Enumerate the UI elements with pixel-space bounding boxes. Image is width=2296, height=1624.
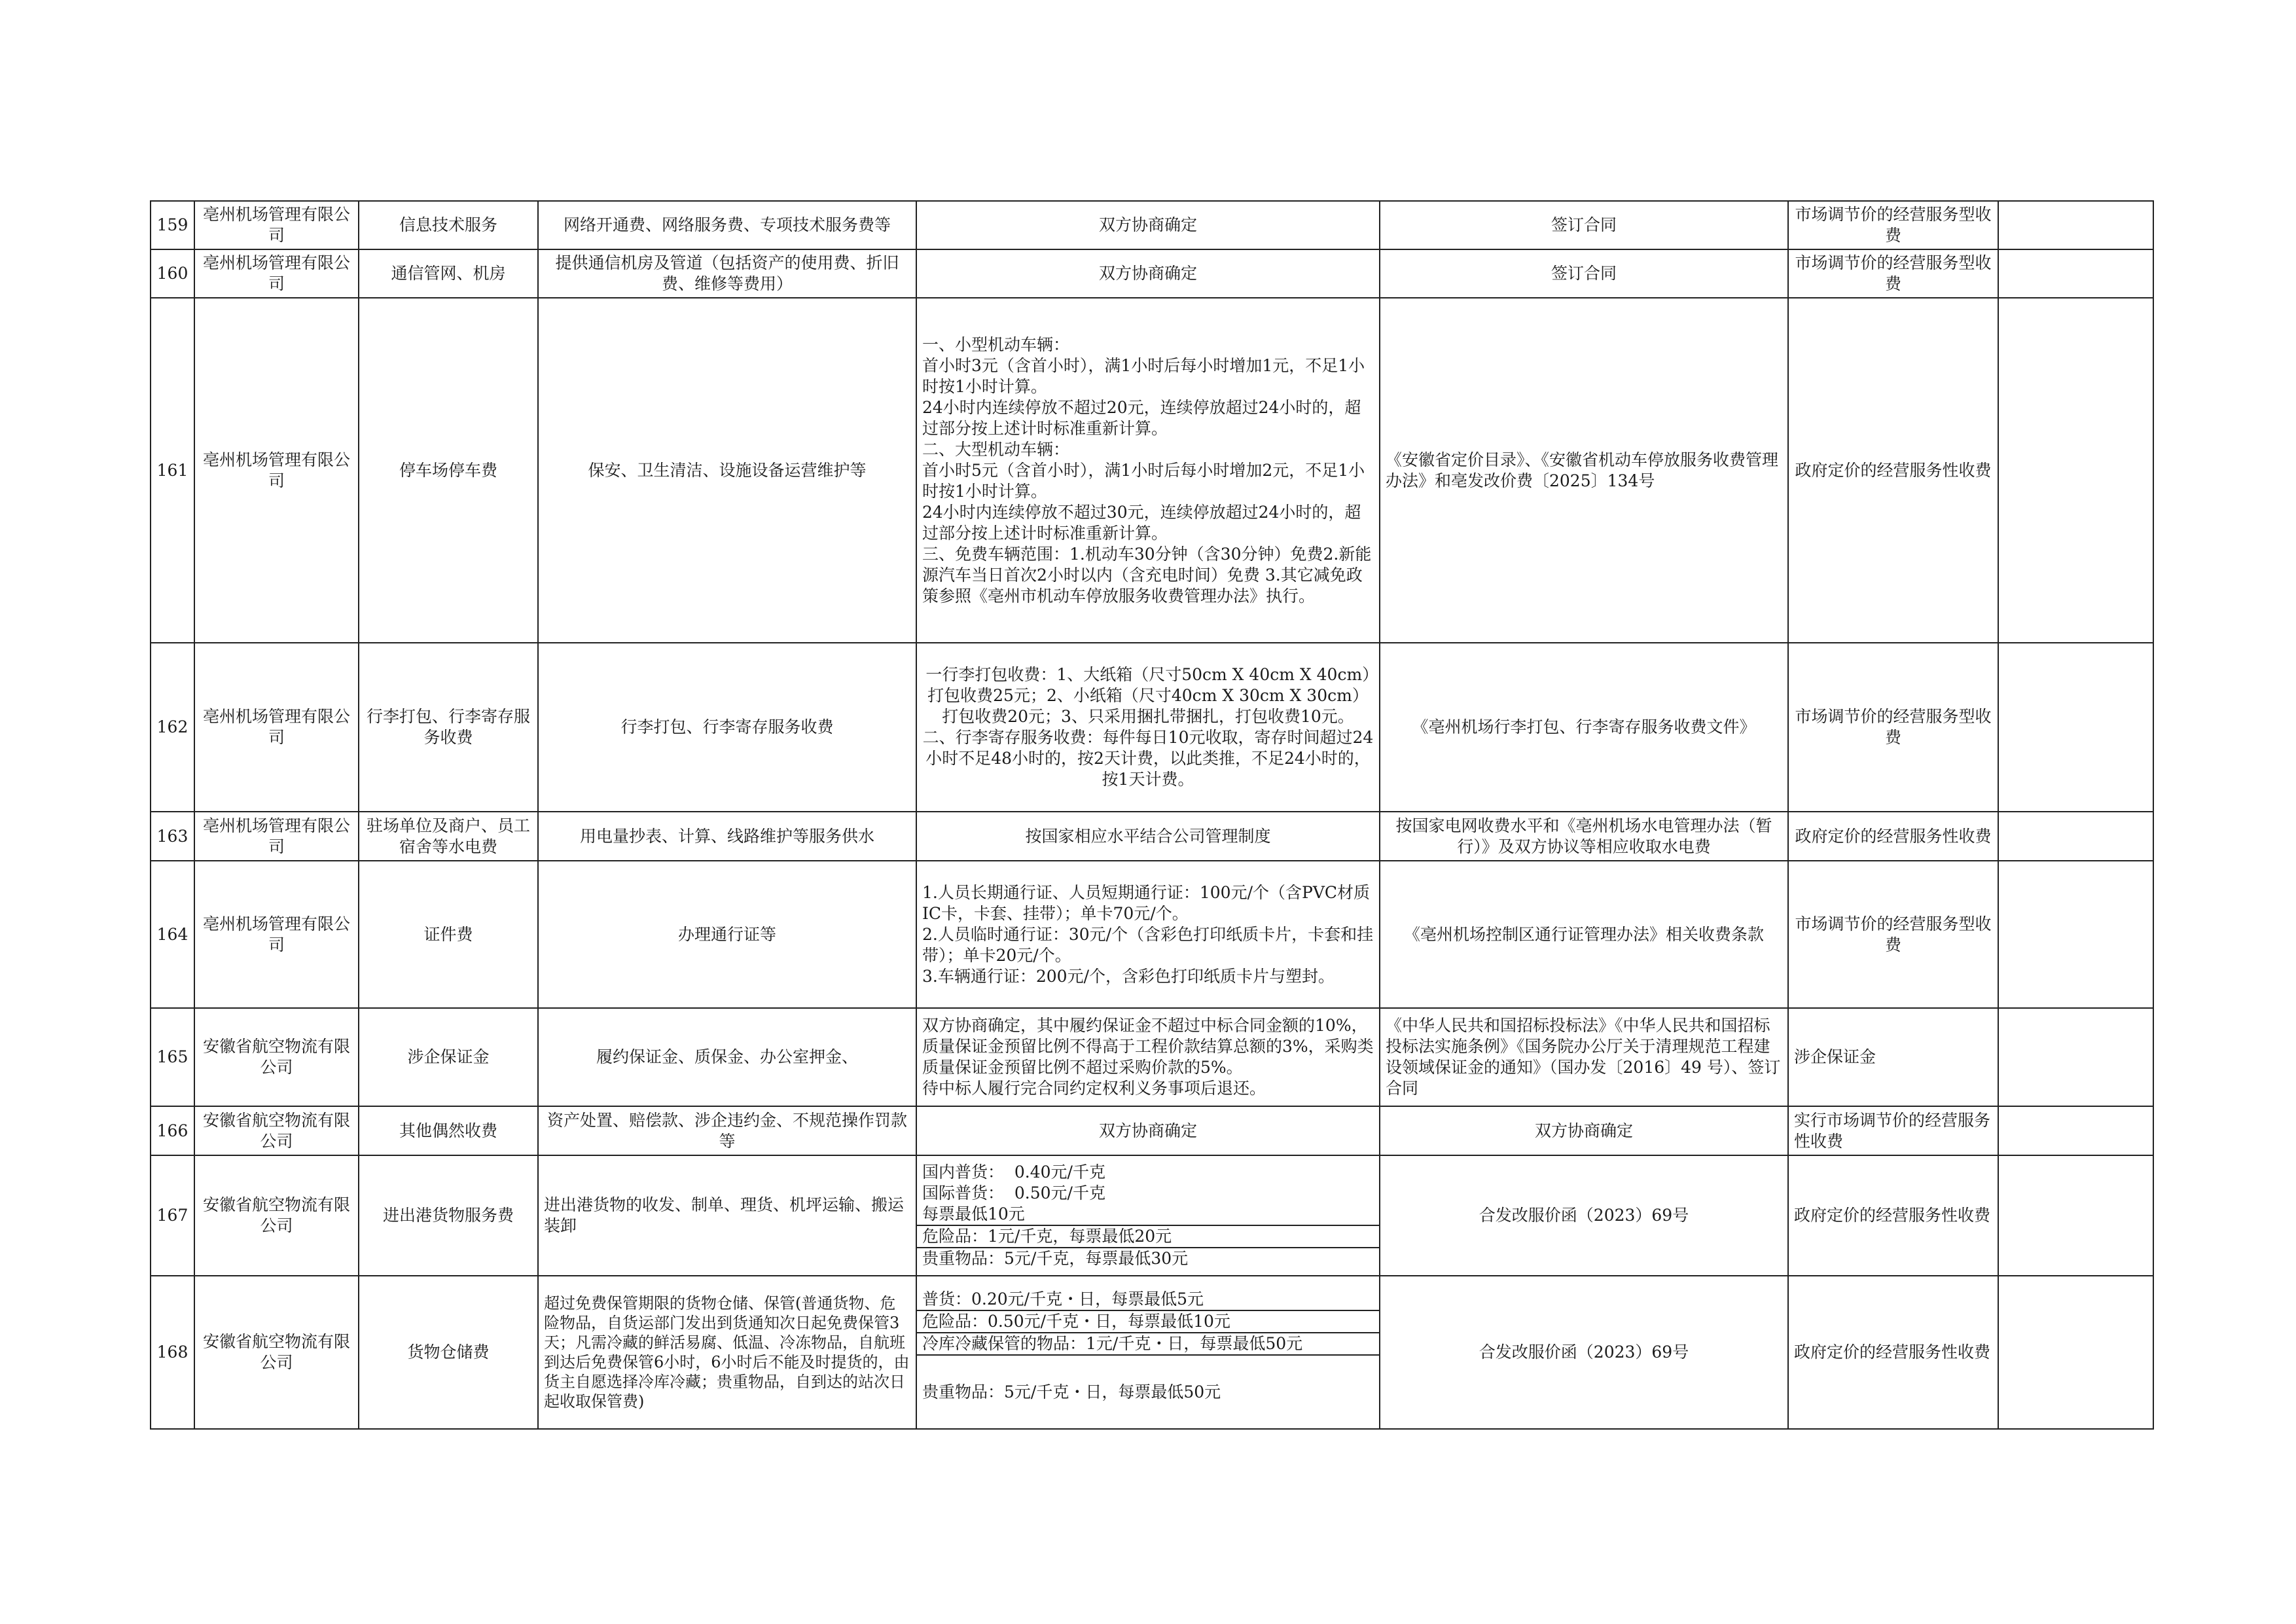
content-cell: 超过免费保管期限的货物仓储、保管(普通货物、危险物品，自货运部门发出到货通知次日起免费保管3天；凡需冷藏的鲜活易腐、低温、冷冻物品，自航班到达后免费保管6小时，6小时后不能及时提货的，由货主自愿选择冷库冷藏；贵重物品，自到达的站次日起收取保管费): [538, 1276, 916, 1429]
basis-cell: 合发改服价函（2023）69号: [1380, 1276, 1788, 1429]
table-row: [151, 1155, 2153, 1276]
company-cell: 安徽省航空物流有限公司: [194, 1106, 359, 1155]
basis-cell: 双方协商确定: [1380, 1106, 1788, 1155]
company-cell: 安徽省航空物流有限公司: [194, 1276, 359, 1429]
row-number: 162: [151, 643, 194, 812]
basis-cell: 签订合同: [1380, 249, 1788, 298]
company-cell: 亳州机场管理有限公司: [194, 812, 359, 861]
item-cell: 涉企保证金: [359, 1008, 538, 1106]
type-cell: 市场调节价的经营服务型收费: [1788, 861, 1998, 1008]
type-cell: 市场调节价的经营服务型收费: [1788, 249, 1998, 298]
company-cell: 亳州机场管理有限公司: [194, 249, 359, 298]
standard-line: 双方协商确定: [1098, 1121, 1197, 1140]
table-row: [151, 1276, 2153, 1429]
item-cell: 通信管网、机房: [359, 249, 538, 298]
table-row: [151, 201, 2153, 249]
type-cell: 实行市场调节价的经营服务性收费: [1788, 1106, 1998, 1155]
standard-line: 双方协商确定: [1098, 215, 1197, 234]
content-cell: 办理通行证等: [538, 861, 916, 1008]
basis-cell: 《亳州机场行李打包、行李寄存服务收费文件》: [1380, 643, 1788, 812]
table-row: [151, 1106, 2153, 1155]
standard-line: 二、大型机动车辆：: [922, 439, 1070, 459]
standard-subrow: 危险品：1元/千克，每票最低20元: [917, 1226, 1379, 1248]
item-cell: 证件费: [359, 861, 538, 1008]
note-cell: [1998, 201, 2153, 249]
standard-cell: [916, 298, 1380, 643]
standard-subrow: 贵重物品：5元/千克・日，每票最低50元: [922, 1382, 1221, 1401]
row-number: 166: [151, 1106, 194, 1155]
basis-cell: 按国家电网收费水平和《亳州机场水电管理办法（暂行）》及双方协议等相应收取水电费: [1380, 812, 1788, 861]
standard-cell: [916, 861, 1380, 1008]
type-cell: 市场调节价的经营服务型收费: [1788, 201, 1998, 249]
company-cell: 安徽省航空物流有限公司: [194, 1008, 359, 1106]
content-cell: 用电量抄表、计算、线路维护等服务供水: [538, 812, 916, 861]
standard-line: 2.人员临时通行证：30元/个（含彩色打印纸质卡片，卡套和挂带）；单卡20元/个。: [922, 924, 1374, 965]
row-number: 163: [151, 812, 194, 861]
basis-cell: 签订合同: [1380, 201, 1788, 249]
note-cell: [1998, 643, 2153, 812]
note-cell: [1998, 1276, 2153, 1429]
standard-subrow: 普货：0.20元/千克・日，每票最低5元: [917, 1289, 1379, 1311]
item-cell: 行李打包、行李寄存服务收费: [359, 643, 538, 812]
standard-cell: [916, 1008, 1380, 1106]
standard-cell: [916, 1106, 1380, 1155]
item-cell: 货物仓储费: [359, 1276, 538, 1429]
standard-line: 首小时5元（含首小时），满1小时后每小时增加2元，不足1小时按1小时计算。: [922, 460, 1365, 501]
content-cell: 进出港货物的收发、制单、理货、机坪运输、搬运装卸: [538, 1155, 916, 1276]
company-cell: 亳州机场管理有限公司: [194, 201, 359, 249]
row-number: 159: [151, 201, 194, 249]
standard-line: 24小时内连续停放不超过30元，连续停放超过24小时的，超过部分按上述计时标准重新计算。: [922, 502, 1361, 543]
standard-cell: [916, 1155, 1380, 1276]
table-row: [151, 643, 2153, 812]
row-number: 167: [151, 1155, 194, 1276]
content-cell: 保安、卫生清洁、设施设备运营维护等: [538, 298, 916, 643]
content-cell: 资产处置、赔偿款、涉企违约金、不规范操作罚款等: [538, 1106, 916, 1155]
standard-cell: [916, 249, 1380, 298]
basis-cell: 《安徽省定价目录》、《安徽省机动车停放服务收费管理办法》和亳发改价费〔2025〕134号: [1380, 298, 1788, 643]
note-cell: [1998, 861, 2153, 1008]
standard-line: 3.车辆通行证：200元/个，含彩色打印纸质卡片与塑封。: [922, 966, 1335, 986]
standard-line: 双方协商确定: [1098, 264, 1197, 283]
table-row: [151, 298, 2153, 643]
item-cell: 驻场单位及商户、员工宿舍等水电费: [359, 812, 538, 861]
content-cell: 提供通信机房及管道（包括资产的使用费、折旧费、维修等费用）: [538, 249, 916, 298]
standard-line: 一行李打包收费：1、大纸箱（尺寸50cm X 40cm X 40cm）打包收费25元；2、小纸箱（尺寸40cm X 30cm X 30cm）打包收费20元；3、只采用捆扎带捆扎，打包收费10元。: [925, 665, 1371, 726]
note-cell: [1998, 298, 2153, 643]
note-cell: [1998, 812, 2153, 861]
basis-cell: 《中华人民共和国招标投标法》《中华人民共和国招标投标法实施条例》《国务院办公厅关于清理规范工程建设领域保证金的通知》（国办发〔2016〕49 号）、签订合同: [1380, 1008, 1788, 1106]
type-cell: 政府定价的经营服务性收费: [1788, 812, 1998, 861]
row-number: 165: [151, 1008, 194, 1106]
type-cell: 政府定价的经营服务性收费: [1788, 1276, 1998, 1429]
standard-line: 双方协商确定，其中履约保证金不超过中标合同金额的10%，质量保证金预留比例不得高于工程价款结算总额的3%，采购类质量保证金预留比例不超过采购价款的5%。: [922, 1016, 1374, 1077]
standard-cell: [916, 812, 1380, 861]
content-cell: 网络开通费、网络服务费、专项技术服务费等: [538, 201, 916, 249]
type-cell: 市场调节价的经营服务型收费: [1788, 643, 1998, 812]
row-number: 160: [151, 249, 194, 298]
content-cell: 履约保证金、质保金、办公室押金、: [538, 1008, 916, 1106]
row-number: 168: [151, 1276, 194, 1429]
content-cell: 行李打包、行李寄存服务收费: [538, 643, 916, 812]
standard-cell: [916, 1276, 1380, 1429]
table-row: [151, 249, 2153, 298]
type-cell: 涉企保证金: [1788, 1008, 1998, 1106]
type-cell: 政府定价的经营服务性收费: [1788, 1155, 1998, 1276]
table-row: [151, 1008, 2153, 1106]
item-cell: 进出港货物服务费: [359, 1155, 538, 1276]
item-cell: 停车场停车费: [359, 298, 538, 643]
table-row: [151, 812, 2153, 861]
note-cell: [1998, 1008, 2153, 1106]
standard-line: 1.人员长期通行证、人员短期通行证：100元/个（含PVC材质IC卡，卡套、挂带）；单卡70元/个。: [922, 882, 1370, 923]
standard-cell: [916, 201, 1380, 249]
company-cell: 安徽省航空物流有限公司: [194, 1155, 359, 1276]
company-cell: 亳州机场管理有限公司: [194, 643, 359, 812]
basis-cell: 合发改服价函（2023）69号: [1380, 1155, 1788, 1276]
standard-line: 首小时3元（含首小时），满1小时后每小时增加1元，不足1小时按1小时计算。: [922, 355, 1365, 396]
standard-line: 三、免费车辆范围：1.机动车30分钟（含30分钟）免费2.新能源汽车当日首次2小时以内（含充电时间）免费 3.其它减免政策参照《亳州市机动车停放服务收费管理办法》执行。: [922, 544, 1372, 605]
standard-subrow: 国内普货： 0.40元/千克 国际普货： 0.50元/千克 每票最低10元: [917, 1162, 1379, 1226]
note-cell: [1998, 249, 2153, 298]
standard-line: 一、小型机动车辆：: [922, 334, 1070, 354]
standard-line: 二、行李寄存服务收费：每件每日10元收取，寄存时间超过24小时不足48小时的，按2天计费，以此类推，不足24小时的，按1天计费。: [922, 728, 1374, 789]
standard-line: 待中标人履行完合同约定权利义务事项后退还。: [922, 1079, 1266, 1098]
standard-subrow: 危险品：0.50元/千克・日，每票最低10元: [917, 1311, 1379, 1333]
fee-table: [150, 200, 2154, 1430]
standard-subrow: 贵重物品：5元/千克，每票最低30元: [922, 1249, 1189, 1268]
row-number: 164: [151, 861, 194, 1008]
item-cell: 其他偶然收费: [359, 1106, 538, 1155]
standard-subrow: 冷库冷藏保管的物品：1元/千克・日，每票最低50元: [917, 1333, 1379, 1356]
standard-line: 24小时内连续停放不超过20元，连续停放超过24小时的，超过部分按上述计时标准重新计算。: [922, 397, 1361, 438]
item-cell: 信息技术服务: [359, 201, 538, 249]
type-cell: 政府定价的经营服务性收费: [1788, 298, 1998, 643]
row-number: 161: [151, 298, 194, 643]
company-cell: 亳州机场管理有限公司: [194, 298, 359, 643]
standard-line: 按国家相应水平结合公司管理制度: [1025, 826, 1271, 846]
table-row: [151, 861, 2153, 1008]
company-cell: 亳州机场管理有限公司: [194, 861, 359, 1008]
standard-cell: [916, 643, 1380, 812]
note-cell: [1998, 1155, 2153, 1276]
basis-cell: 《亳州机场控制区通行证管理办法》相关收费条款: [1380, 861, 1788, 1008]
note-cell: [1998, 1106, 2153, 1155]
